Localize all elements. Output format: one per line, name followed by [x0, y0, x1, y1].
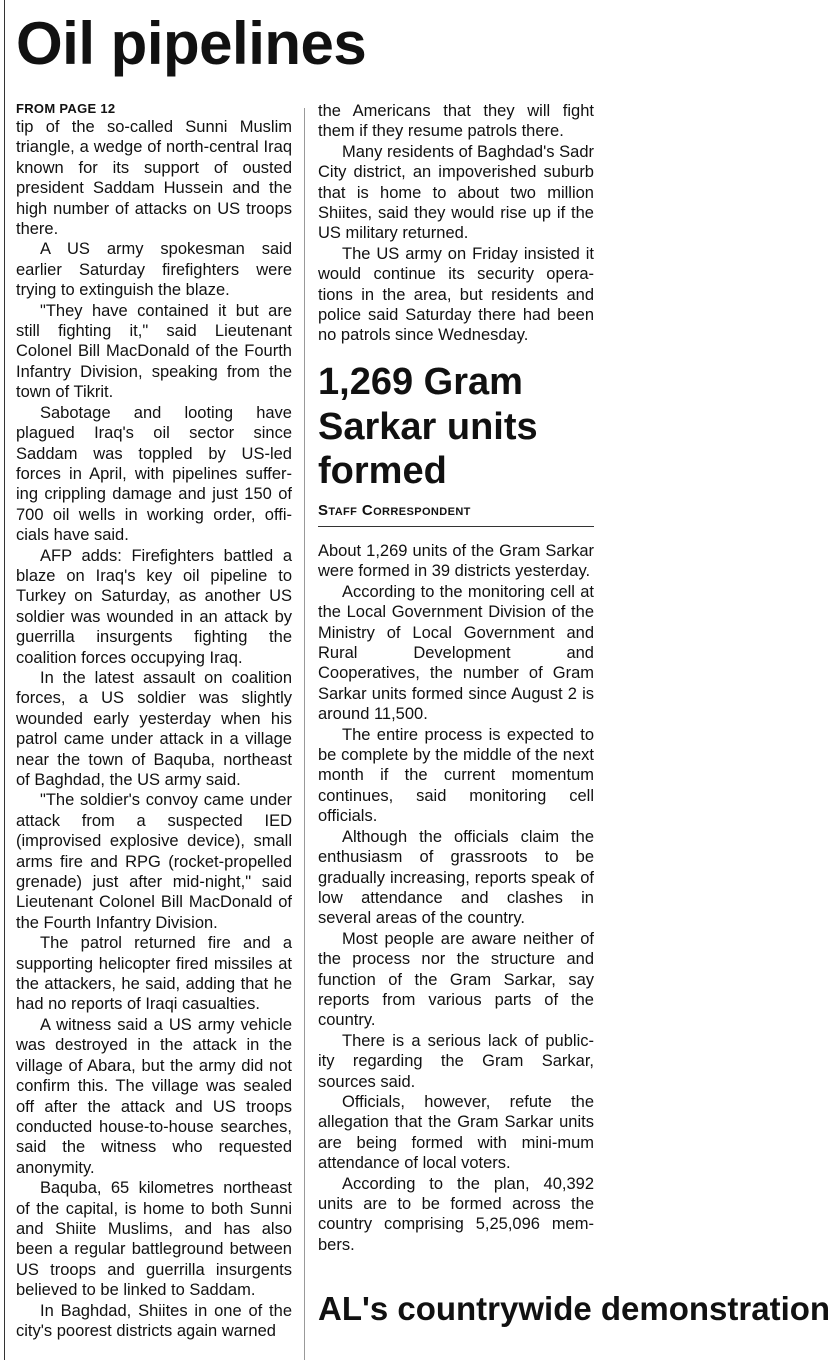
main-headline: Oil pipelines	[16, 10, 367, 77]
article-paragraph: "The soldier's convoy came under attack from a suspected IED (improvised explosive device), small arms fire and RPG (rocket-propelled grenade) just after mid-night," said Lieutenant Colonel Bill MacDonald of the Fourth Infantry Division.	[16, 791, 292, 932]
article-paragraph: The US army on Friday insisted it would continue its security opera-tions in the area, but residents and police said Saturday there had been no patrols since Wednesday.	[318, 244, 594, 345]
next-article-headline: AL's countrywide demonstration	[318, 1290, 830, 1327]
article-paragraph: Although the officials claim the enthusiasm of grassroots to be gradually increasing, reports speak of low attendance and clashes in several areas of the country.	[318, 827, 594, 928]
left-margin-rule	[4, 0, 5, 1360]
article-paragraph: Sabotage and looting have plagued Iraq's oil sector since Saddam was toppled by US-led forces in April, with pipelines suffer-ing crippling damage and just 150 of 700 oil wells in working order, offi-cials have said.	[16, 403, 292, 545]
byline: Staff Correspondent	[318, 502, 471, 519]
gram-sarkar-article-body	[318, 541, 594, 1255]
article-paragraph: tip of the so-called Sunni Muslim triangle, a wedge of north-central Iraq known for its support of ousted president Saddam Hussein and the high number of attacks on US troops there.	[16, 118, 292, 239]
from-page-label: FROM PAGE 12	[16, 101, 116, 116]
article-paragraph: Most people are aware neither of the process nor the structure and function of the Gram Sarkar, say reports from various parts of the country.	[318, 929, 594, 1030]
article-paragraph: the Americans that they will fight them if they resume patrols there.	[318, 102, 594, 141]
article-paragraph: Officials, however, refute the allegation that the Gram Sarkar units are being formed with mini-mum attendance of local voters.	[318, 1092, 594, 1173]
article-paragraph: Many residents of Baghdad's Sadr City district, an impoverished suburb that is home to about two million Shiites, said they would rise up if the US military returned.	[318, 142, 594, 243]
article-paragraph: The entire process is expected to be complete by the middle of the next month if the current momentum continues, said monitoring cell officials.	[318, 725, 594, 826]
article-paragraph: Baquba, 65 kilometres northeast of the capital, is home to both Sunni and Shiite Muslims, and has also been a regular battleground between US troops and guerrilla insurgents believed to be linked to Saddam.	[16, 1179, 292, 1300]
article-paragraph: In Baghdad, Shiites in one of the city's poorest districts again warned	[16, 1301, 292, 1340]
article-paragraph: A US army spokesman said earlier Saturday firefighters were trying to extinguish the blaze.	[16, 240, 292, 300]
left-article-column	[16, 101, 292, 1341]
article-paragraph: According to the monitoring cell at the Local Government Division of the Ministry of Local Government and Rural Development and Cooperatives, the number of Gram Sarkar units formed since August 2 is around 11,500.	[318, 582, 594, 724]
article-paragraph: There is a serious lack of public-ity regarding the Gram Sarkar, sources said.	[318, 1031, 594, 1091]
article-paragraph: About 1,269 units of the Gram Sarkar were formed in 39 districts yesterday.	[318, 542, 594, 581]
column-divider	[304, 108, 305, 1360]
article-paragraph: "They have contained it but are still fighting it," said Lieutenant Colonel Bill MacDonald of the Fourth Infantry Division, speaking from the town of Tikrit.	[16, 301, 292, 402]
byline-rule	[318, 526, 594, 527]
article-paragraph: AFP adds: Firefighters battled a blaze on Iraq's key oil pipeline to Turkey on Saturday, as another US soldier was wounded in an attack by guerrilla insurgents fighting the coalition forces occupying Iraq.	[16, 546, 292, 667]
right-column-continuation	[318, 101, 594, 346]
article-paragraph: In the latest assault on coalition forces, a US soldier was slightly wounded early yesterday when his patrol came under attack in a village near the town of Baquba, northeast of Baghdad, the US army said.	[16, 668, 292, 789]
gram-sarkar-headline: 1,269 Gram Sarkar units formed	[318, 361, 538, 492]
article-paragraph: A witness said a US army vehicle was destroyed in the attack in the village of Abara, but the army did not confirm this. The village was sealed off after the attack and US troops conducted house-to-house searches, said the witness who requested anonymity.	[16, 1015, 292, 1177]
article-paragraph: The patrol returned fire and a supporting helicopter fired missiles at the attackers, he said, adding that he had no reports of Iraqi casualties.	[16, 934, 292, 1014]
article-paragraph: According to the plan, 40,392 units are to be formed across the country comprising 5,25,096 mem-bers.	[318, 1174, 594, 1254]
